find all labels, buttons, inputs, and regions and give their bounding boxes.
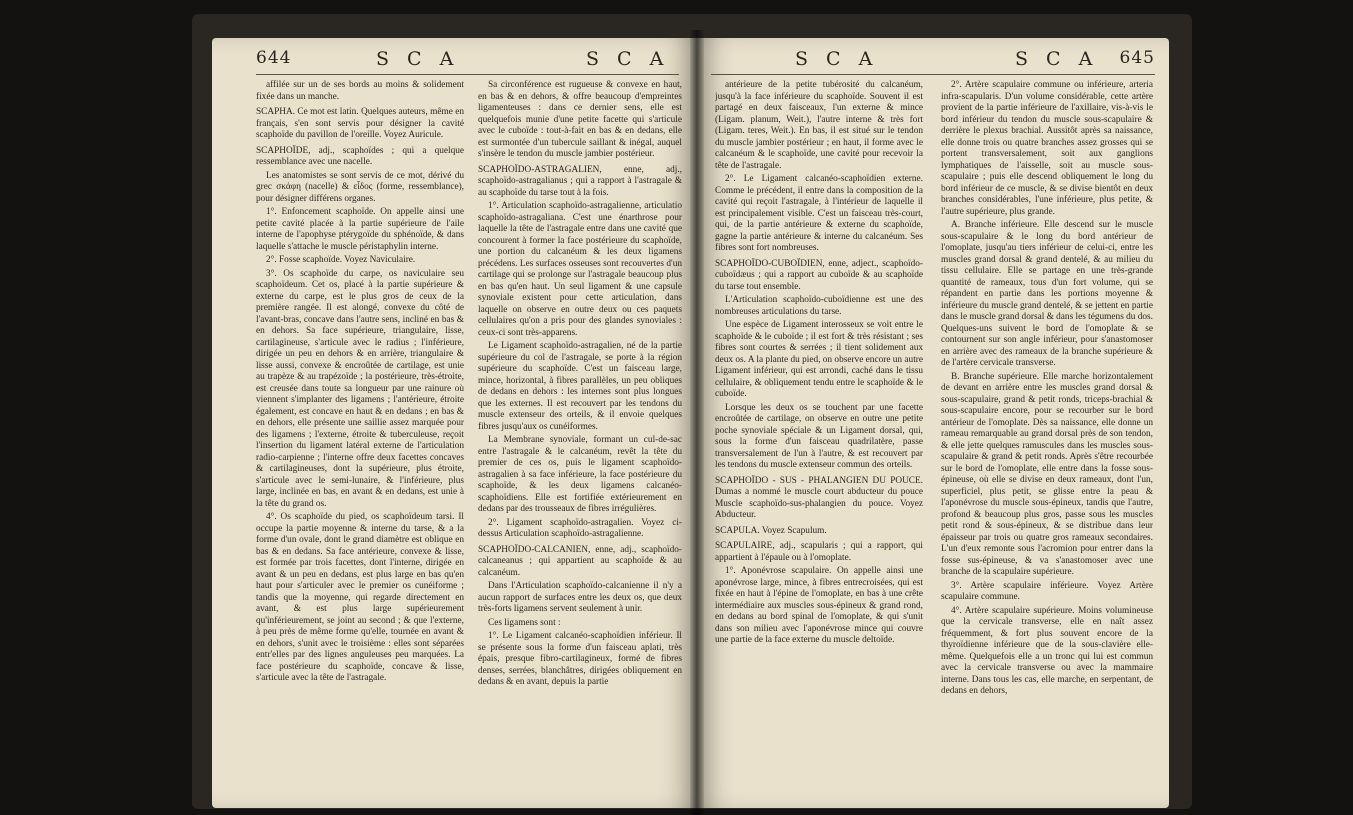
left-column-1: [256, 80, 464, 802]
header-rule: [256, 74, 679, 75]
paragraph: 1°. Aponévrose scapulaire. On appelle ainsi une aponévrose large, mince, à fibres entrecroisées, qui est fixée en haut à l'épine de l'omoplate, en bas à une crête intermédiaire aux muscles sous-épineux & grand rond, en dedans au bord spinal de l'omoplate, & qui s'unit dans son milieu avec l'aponévrose mince qui couvre une partie de la face externe du muscle deltoïde.: [715, 566, 923, 645]
header-rule: [711, 74, 1155, 75]
paragraph: Une espèce de Ligament interosseux se voit entre le scaphoïde & le cuboïde ; il est fort & très résistant ; ses fibres sont courtes & serrées ; il tient solidement aux deux os. A la plante du pied, on observe encore un autre Ligament inférieur, qui est arrondi, caché dans le tissu cellulaire, & obliquement tendu entre le scaphoïde & le cuboïde.: [715, 320, 923, 399]
paragraph: 2°. Artère scapulaire commune ou inférieure, arteria infra-scapularis. D'un volume considérable, cette artère provient de la partie inférieure de l'axillaire, vis-à-vis le bord inférieur du tendon du muscle sous-scapulaire & derrière le plexus brachial. Aussitôt après sa naissance, elle donne trois ou quatre branches assez grosses qui se portent transversalement, soit aux ganglions lymphatiques de l'aisselle, soit au muscle sous-scapulaire ; puis elle descend obliquement le long du bord inférieur de ce muscle, & se divise bientôt en deux branches considérables, l'une inférieure, plus petite, & l'autre supérieure, plus grande.: [941, 80, 1153, 217]
paragraph: 3°. Os scaphoïde du carpe, os naviculaire seu scaphoïdeum. Cet os, placé à la partie supérieure & externe du carpe, est le plus gros de ceux de la première rangée. Il est alongé, convexe du côté de l'avant-bras, concave dans l'autre sens, incliné en bas & en dehors. Sa face supérieure, triangulaire, lisse, cartilagineuse, s'articule avec le radius ; l'inférieure, dirigée un peu en dehors & en arrière, triangulaire & lisse aussi, convexe & encroûtée de cartilage, est unie au trapèze & au trapézoïde ; la postérieure, très-étroite, est creusée dans toute sa longueur par une rainure où viennent s'implanter des ligamens ; l'antérieure, étroite également, est concave en haut & en dedans ; en bas & en dehors, elle présente une saillie assez marquée pour des ligamens ; l'externe, étroite & tuberculeuse, reçoit l'insertion du ligament latéral externe de l'articulation radio-carpienne ; l'interne offre deux facettes concaves & cartilagineuses, dont la supérieure, plus étroite, s'articule avec le semi-lunaire, & l'inférieure, plus large, inclinée en bas, en avant & en dedans, est unie à la tête du grand os.: [256, 268, 464, 509]
running-head: S C A: [795, 48, 879, 70]
paragraph: SCAPULAIRE, adj., scapularis ; qui a rapport, qui appartient à l'épaule ou à l'omoplate.: [715, 541, 923, 563]
paragraph: 2°. Fosse scaphoïde. Voyez Naviculaire.: [266, 255, 416, 265]
running-head: S C A: [586, 48, 670, 70]
right-page: [697, 38, 1169, 808]
paragraph: Les anatomistes se sont servis de ce mot, dérivé du grec σκάφη (nacelle) & εἶδος (forme, ressemblance), pour désigner différens organes.: [256, 170, 464, 204]
paragraph: Lorsque les deux os se touchent par une facette encroûtée de cartilage, on observe en outre une petite poche synoviale spéciale & un Ligament dorsal, qui, sous la forme d'un faisceau quadrilatère, passe transversalement de l'un à l'autre, & est recouvert par les tendons du muscle extenseur commun des orteils.: [715, 402, 923, 470]
paragraph: 3°. Artère scapulaire inférieure. Voyez Artère scapulaire commune.: [941, 580, 1153, 602]
paragraph: L'Articulation scaphoïdo-cuboïdienne est une des nombreuses articulations du tarse.: [715, 295, 923, 317]
paragraph: La Membrane synoviale, formant un cul-de-sac entre l'astragale & le calcanéum, revêt la tête du premier de ces os, puis le ligament scaphoïdo-astragalien à sa face inférieure, la face postérieure du scaphoïde, & les deux ligamens calcanéo-scaphoïdiens. Elle est fortifiée extérieurement en dedans par des trousseaux de fibres irrégulières.: [478, 435, 682, 514]
paragraph: 2°. Le Ligament calcanéo-scaphoïdien externe. Comme le précédent, il entre dans la composition de la cavité qui reçoit l'astragale, à l'intérieur de laquelle il est principalement visible. C'est un faisceau très-court, qui, de la partie antérieure & externe du scaphoïde, gagne la partie antérieure & interne du calcanéum. Ses fibres sont fort nombreuses.: [715, 174, 923, 253]
paragraph: affilée sur un de ses bords au moins & solidement fixée dans un manche.: [256, 80, 464, 102]
paragraph: antérieure de la petite tubérosité du calcanéum, jusqu'à la face inférieure du scaphoïde. Souvent il est partagé en deux faisceaux, l'un externe & mince (Ligam. planum, Weit.), l'autre interne & très fort (Ligam. teres, Weit.). En bas, il est situé sur le tendon du muscle jambier postérieur ; en haut, il forme avec le calcanéum & le scaphoïde, une cavité pour recevoir la tête de l'astragale.: [715, 80, 923, 171]
paragraph: 2°. Ligament scaphoïdo-astragalien. Voyez ci-dessus Articulation scaphoïdo-astragalienne.: [478, 517, 682, 539]
paragraph: Dans l'Articulation scaphoïdo-calcanienne il n'y a aucun rapport de surfaces entre les deux os, que deux très-forts ligamens servent seulement à unir.: [478, 581, 682, 614]
left-column-2: [478, 80, 682, 802]
paragraph: SCAPHOÏDO - SUS - PHALANGIEN DU POUCE. Dumas a nommé le muscle court abducteur du pouce Muscle scaphoïdo-sus-phalangien du pouce. Voyez Abducteur.: [715, 475, 923, 520]
book-spine: [690, 30, 704, 815]
paragraph: Le Ligament scaphoïdo-astragalien, né de la partie supérieure du col de l'astragale, se porte à la région supérieure du scaphoïde. C'est un faisceau large, mince, horizontal, à fibres parallèles, un peu obliques de dedans en dehors : les internes sont plus longues que les externes. Il est recouvert par les tendons du muscle extenseur des orteils, & il envoie quelques fibres jusqu'aux os cunéiformes.: [478, 341, 682, 432]
paragraph: 4°. Os scaphoïde du pied, os scaphoïdeum tarsi. Il occupe la partie moyenne & interne du tarse, & a la forme d'un ovale, dont le grand diamètre est oblique en bas & en dedans. Sa face antérieure, convexe & lisse, est formée par trois facettes, dont l'interne, dirigée en avant & un peu en dedans, est plus large en bas qu'en haut pour s'articuler avec le premier os cunéiforme ; tandis que la moyenne, qui regarde directement en avant, & est plus large supérieurement qu'inférieurement, se joint au second ; & que l'externe, à peu près de même forme qu'elle, tournée en avant & en dehors, s'unit avec le troisième : elles sont séparées entr'elles par des lignes anguleuses peu marquées. La face postérieure du scaphoïde, concave & lisse, s'articule avec la tête de l'astragale.: [256, 512, 464, 683]
running-head: S C A: [376, 48, 460, 70]
paragraph: A. Branche inférieure. Elle descend sur le muscle sous-scapulaire & le long du bord antérieur de l'omoplate, jusqu'au tiers inférieur de celui-ci, entre les muscles grand dorsal & grand dentelé, & au milieu du tissu cellulaire. Elle se partage en une très-grande quantité de rameaux, tous d'un fort volume, qui se répandent en partie dans les portions moyenne & inférieure du muscle grand dentelé, & se jettent en partie dans le muscle grand dorsal & dans les tégumens du dos. Quelques-uns suivent le bord de l'omoplate & se contournent sur son angle inférieur, pour s'anastomoser en arrière avec des rameaux de la branche supérieure & de l'artère cervicale transverse.: [941, 220, 1153, 368]
paragraph: 4°. Artère scapulaire supérieure. Moins volumineuse que la cervicale transverse, elle en naît assez fréquemment, & fort plus souvent encore de la thyroïdienne inférieure que de la sous-clavière elle-même. Quelquefois elle a un tronc qui lui est commun avec la cervicale transverse ou avec la mammaire interne. Dans tous les cas, elle marche, en serpentant, de dedans en dehors,: [941, 605, 1153, 696]
paragraph: 1°. Articulation scaphoïdo-astragalienne, articulatio scaphoïdo-astragaliana. C'est une énarthrose pour laquelle la tête de l'astragale entre dans une cavité que concourent à former la face postérieure du scaphoïde, une portion du calcanéum & les deux ligamens précédens. Les surfaces osseuses sont recouvertes d'un cartilage qui se prolonge sur l'astragale beaucoup plus en bas qu'en haut. Un seul ligament & une capsule synoviale existent pour cette articulation, dans laquelle on observe en outre deux ou ces paquets cellulaires qu'on a pris pour des glandes synoviales : ceux-ci sont très-apparens.: [478, 201, 682, 338]
paragraph: SCAPHOÏDE, adj., scaphoïdes ; qui a quelque ressemblance avec une nacelle.: [256, 145, 464, 167]
left-page-header: [256, 48, 679, 74]
left-page: [212, 38, 697, 808]
paragraph: SCAPHOÏDO-CALCANIEN, enne, adj., scaphoïdo-calcaneanus ; qui appartient au scaphoïde & au calcanéum.: [478, 544, 682, 578]
paragraph: Sa circonférence est rugueuse & convexe en haut, en bas & en dehors, & offre beaucoup d'empreintes ligamenteuses : dans ce dernier sens, elle est quelquefois munie d'une petite facette qui s'articule avec le cuboïde : tout-à-fait en bas & en dedans, elle est surmontée d'un tubercule saillant & inégal, auquel s'insère le tendon du muscle jambier postérieur.: [478, 80, 682, 159]
paragraph: SCAPHOÏDO-ASTRAGALIEN, enne, adj., scaphoïdo-astragalianus ; qui a rapport à l'astragale & au scaphoïde du tarse tout à la fois.: [478, 164, 682, 198]
running-head: S C A: [1015, 48, 1099, 70]
right-page-header: [715, 48, 1155, 74]
page-number: 645: [1119, 48, 1155, 68]
paragraph: 1°. Le Ligament calcanéo-scaphoïdien inférieur. Il se présente sous la forme d'un faisceau aplati, très épais, presque fibro-cartilagineux, formé de fibres denses, serrées, blanchâtres, dirigées obliquement en dedans & en avant, depuis la partie: [478, 631, 682, 687]
page-number: 644: [256, 48, 292, 68]
paragraph: 1°. Enfoncement scaphoïde. On appelle ainsi une petite cavité placée à la partie supérieure de l'aile interne de l'apophyse ptérygoïde du sphénoïde, & dans laquelle s'attache le muscle péristaphylin interne.: [256, 207, 464, 252]
paragraph: B. Branche supérieure. Elle marche horizontalement de devant en arrière entre les muscles grand dorsal & sous-scapulaire, grand & petit ronds, triceps-brachial & sous-scapulaire encore, pour se recourber sur le bord antérieur de l'omoplate. Dès sa naissance, elle donne un rameau remarquable au grand dorsal près de son tendon, & elle jette quelques ramuscules dans les muscles sous-scapulaire & grand & petit ronds. Après s'être recourbée sur le bord de l'omoplate, elle entre dans la fosse sous-épineuse, où elle se divise en deux rameaux, dont l'un, superficiel, plus petit, se glisse entre la peau & l'aponévrose du muscle sous-épineux, tandis que l'autre, profond & beaucoup plus gros, passe sous les muscles petit rond & sous-épineux, & se distribue dans leur épaisseur par trois ou quatre gros rameaux secondaires. L'un d'eux remonte sous l'acromion pour entrer dans la fosse sus-épineuse, & va s'anastomoser avec une branche de la scapulaire supérieure.: [941, 371, 1153, 577]
right-column-2: [941, 80, 1153, 802]
paragraph: SCAPULA. Voyez Scapulum.: [715, 525, 827, 536]
paragraph: SCAPHOÏDO-CUBOÏDIEN, enne, adject., scaphoïdo-cuboïdæus ; qui a rapport au cuboïde & au scaphoïde du tarse tout ensemble.: [715, 258, 923, 292]
paragraph: SCAPHA. Ce mot est latin. Quelques auteurs, même en français, s'en sont servis pour désigner la cavité scaphoïde du pavillon de l'oreille. Voyez Auricule.: [256, 107, 464, 140]
right-column-1: [715, 80, 923, 802]
paragraph: Ces ligamens sont :: [488, 617, 561, 628]
